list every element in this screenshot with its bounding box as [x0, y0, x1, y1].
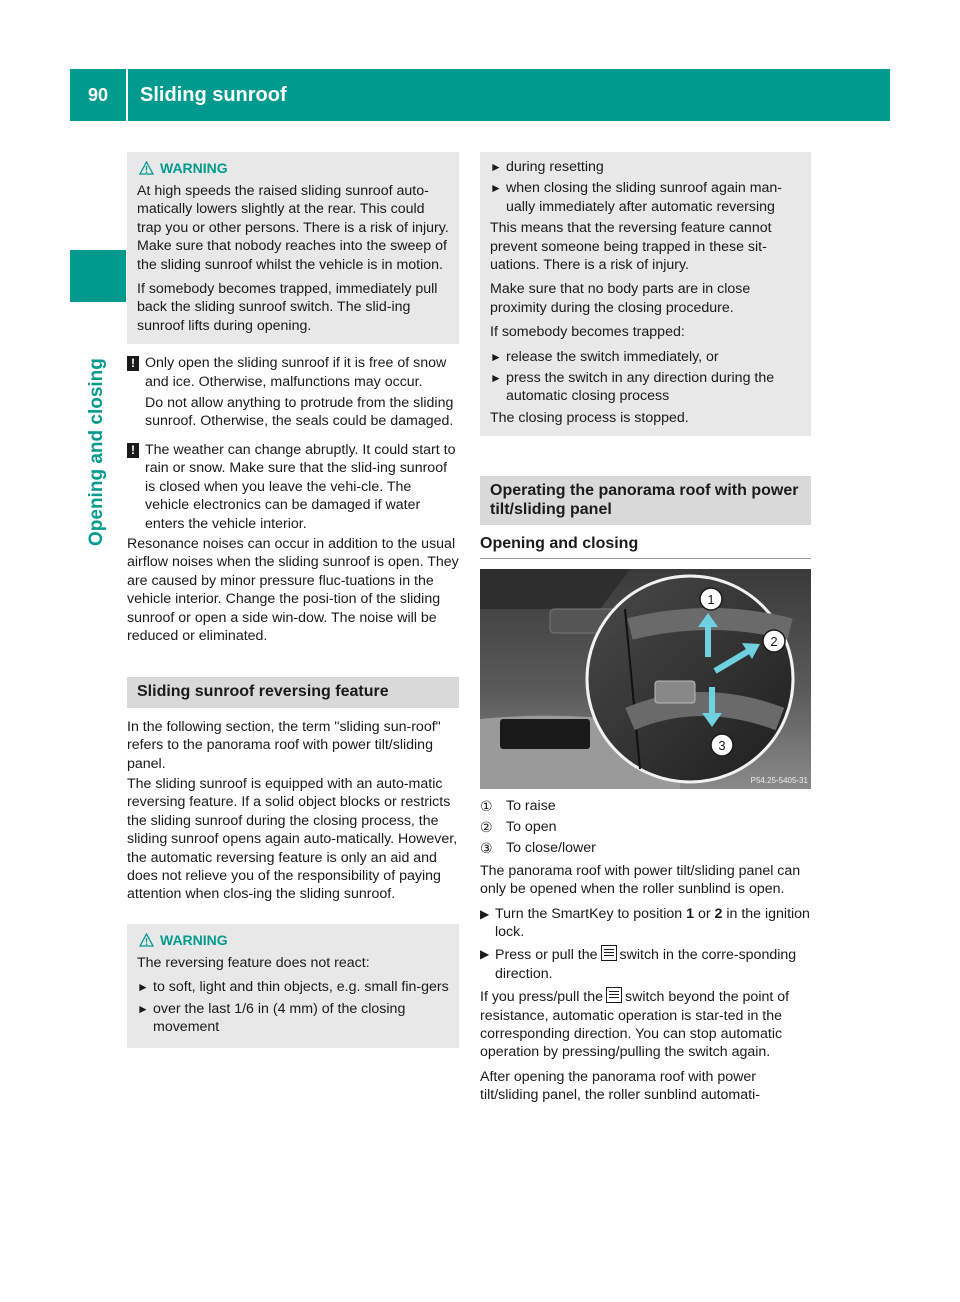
legend-text: To raise [506, 797, 556, 814]
notice-paragraph: Do not allow anything to protrude from the sliding sunroof. Otherwise, the seals could be damaged. [145, 395, 454, 430]
legend-item [480, 797, 811, 815]
header-divider [126, 69, 128, 121]
warning-box-continued [480, 152, 811, 436]
bullet-marker: ► [490, 160, 502, 174]
roof-switch-illustration [480, 569, 811, 789]
bullet-item: ► over the last 1/6 in (4 mm) of the closing movement [137, 1000, 406, 1036]
bullet-item: ► release the switch immediately, or [490, 348, 719, 365]
bullet-marker: ► [137, 1001, 149, 1016]
step-arrow-icon: ▶ [480, 906, 490, 921]
right-column [480, 152, 811, 1111]
side-tab-block [70, 250, 126, 302]
legend-number: ② [480, 818, 493, 835]
callout-1: 1 [707, 591, 715, 607]
warning-box [127, 152, 459, 344]
roof-switch-icon [601, 945, 617, 961]
warning-heading: WARNING [137, 930, 449, 950]
warning-paragraph: This means that the reversing feature cannot prevent someone being trapped in these sit-uations. There is a risk of injury. [490, 220, 772, 274]
warning-paragraph: The closing process is stopped. [490, 409, 689, 426]
legend-item [480, 818, 811, 836]
bullet-item: ► during resetting [490, 159, 604, 175]
notice-item [127, 441, 459, 533]
side-tab-label: Opening and closing [86, 358, 107, 546]
section-heading: Operating the panorama roof with power tilt/sliding panel [480, 476, 811, 525]
step-item: ▶ Press or pull the switch in the corre-sponding direction. [480, 947, 797, 982]
section-paragraph: The sliding sunroof is equipped with an auto-matic reversing feature. If a solid object blocks or restricts the sliding sunroof during the closing process, the sliding sunroof opens again auto-matically. However, the automatic reversing feature is only an aid and does not relieve you of the responsibility of paying attention when clos-ing the sliding sunroof. [127, 775, 458, 903]
page-number: 90 [87, 84, 109, 105]
intro-paragraph: The panorama roof with power tilt/sliding panel can only be opened when the roller sunblind is open. [480, 862, 801, 898]
step-item: ▶ Turn the SmartKey to position 1 or 2 in the ignition lock. [480, 905, 810, 940]
bullet-marker: ► [490, 181, 502, 196]
notice-paragraph: Only open the sliding sunroof if it is free of snow and ice. Otherwise, malfunctions may occur. [145, 355, 447, 390]
warning-box [127, 924, 459, 1049]
bullet-item: ► when closing the sliding sunroof again man-ually immediately after automatic reversing [490, 180, 783, 215]
notice-icon: ! [127, 443, 139, 458]
bullet-marker: ► [490, 371, 502, 386]
warning-heading: WARNING [137, 158, 449, 178]
warning-icon [139, 161, 154, 175]
photo-code: P54.25-5405-31 [750, 775, 808, 785]
subheading: Opening and closing [480, 535, 811, 558]
callout-3: 3 [718, 737, 726, 753]
legend-item [480, 839, 811, 857]
warning-paragraph: If somebody becomes trapped, immediately pull back the sliding sunroof switch. The slid-ing sunroof lifts during opening. [137, 281, 438, 334]
warning-paragraph: If somebody becomes trapped: [490, 324, 685, 341]
roof-switch-photo [480, 569, 811, 789]
notice-item [127, 354, 459, 431]
section-paragraph: In the following section, the term "sliding sun-roof" refers to the panorama roof with power tilt/sliding panel. [127, 718, 441, 772]
warning-paragraph: At high speeds the raised sliding sunroof auto-matically lowers slightly at the rear. This could trap you or other persons. There is a risk of injury. Make sure that nobody reaches into the sweep of the sliding sunroof whilst the vehicle is in motion. [137, 183, 449, 273]
bullet-marker: ► [137, 980, 149, 995]
legend-number: ③ [480, 840, 493, 857]
left-column [127, 152, 459, 1048]
warning-paragraph: The reversing feature does not react: [137, 954, 370, 971]
page-title: Sliding sunroof [140, 84, 287, 106]
step-arrow-icon: ▶ [480, 947, 490, 962]
notice-icon: ! [127, 356, 139, 371]
callout-2: 2 [770, 633, 778, 649]
roof-switch-icon [606, 987, 622, 1003]
notice-paragraph: The weather can change abruptly. It could start to rain or snow. Make sure that the slid-ing sunroof is closed when you leave the vehi-cle. The vehicle electronics can be damaged if water enters the vehicle interior. [145, 441, 456, 532]
legend-text: To close/lower [506, 840, 596, 857]
warning-paragraph: Make sure that no body parts are in close proximity during the closing procedure. [490, 281, 751, 316]
last-paragraph: After opening the panorama roof with power tilt/sliding panel, the roller sunblind automati- [480, 1068, 760, 1104]
legend-number: ① [480, 797, 493, 814]
warning-icon [139, 933, 154, 947]
auto-operation-paragraph: If you press/pull the switch beyond the point of resistance, automatic operation is star-ted in the corresponding direction. You can stop automatic operation by pressing/pulling the switch again. [480, 989, 790, 1061]
bullet-item: ► press the switch in any direction during the automatic closing process [490, 370, 775, 405]
bullet-item: ► to soft, light and thin objects, e.g. small fin-gers [137, 979, 449, 996]
bullet-marker: ► [490, 349, 502, 364]
section-heading: Sliding sunroof reversing feature [127, 677, 459, 707]
legend-text: To open [506, 818, 557, 835]
resonance-paragraph: Resonance noises can occur in addition to the usual airflow noises when the sliding sunroof is open. They are caused by minor pressure fluc-tuations in the vehicle interior. Change the posi-tion of the sliding sunroof or open a side win-dow. The noise will be reduced or eliminated. [127, 535, 459, 644]
